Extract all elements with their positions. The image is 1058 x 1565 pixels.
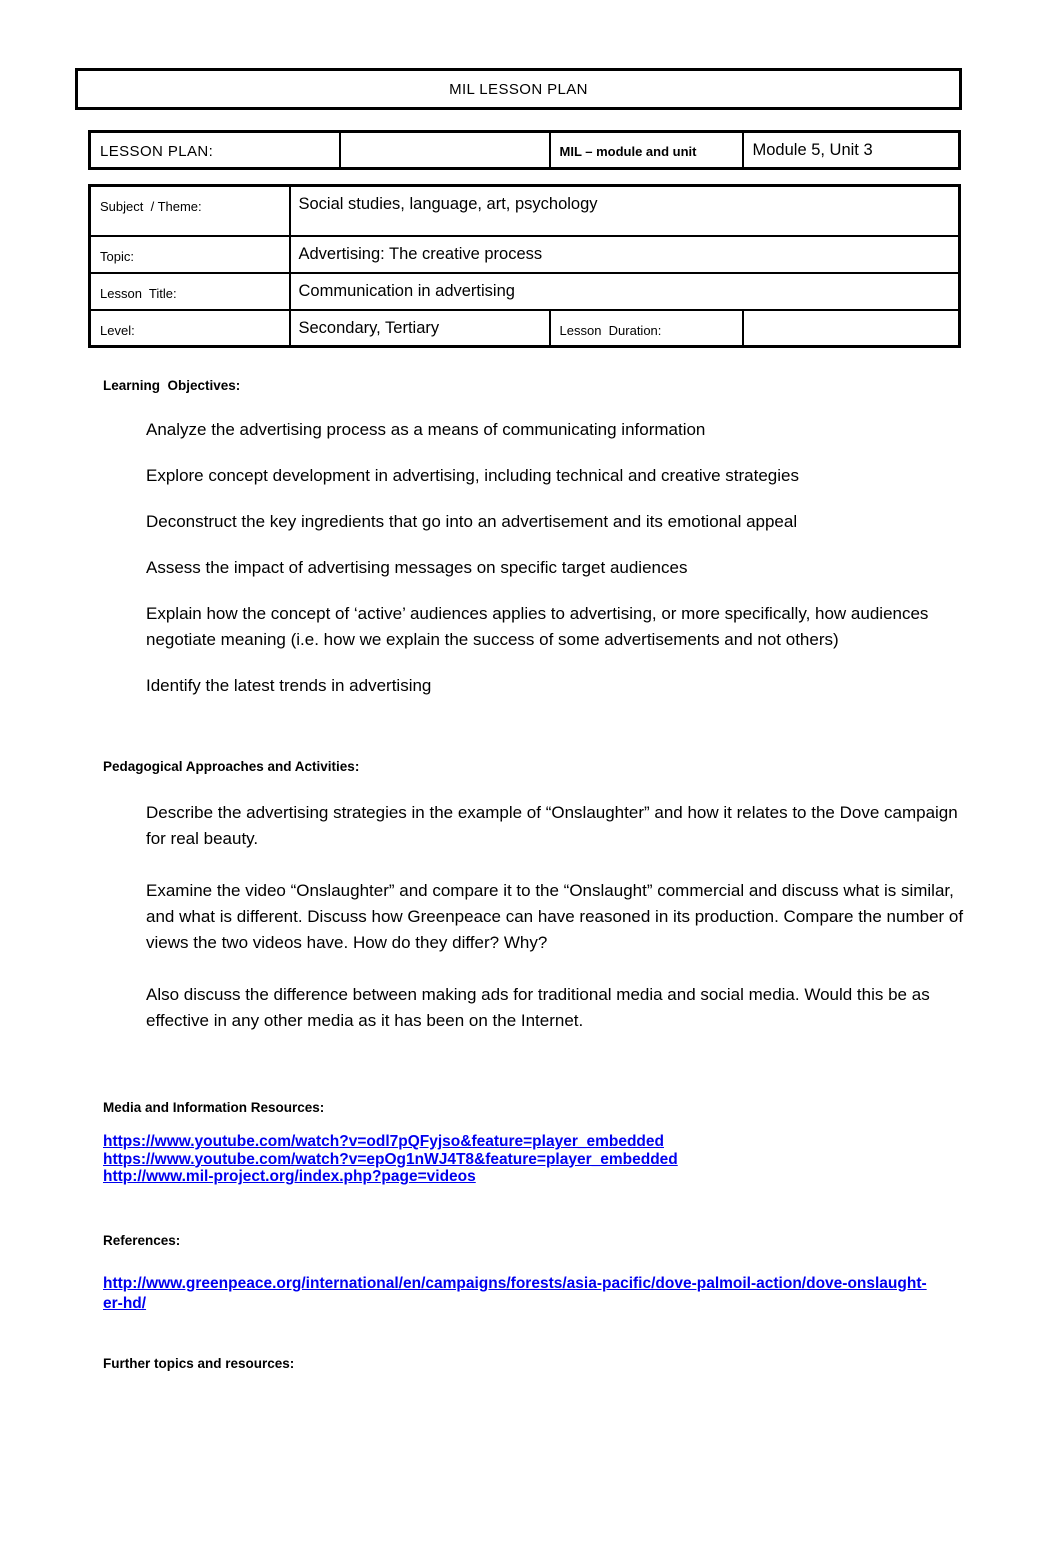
lesson-info-table	[88, 184, 961, 348]
lesson-title-label: Lesson Title:	[90, 273, 290, 310]
mil-module-unit-label: MIL – module and unit	[550, 132, 743, 169]
header-table	[88, 130, 961, 170]
table-row-lesson-title	[90, 273, 960, 310]
subject-theme-label: Subject / Theme:	[90, 186, 290, 236]
lesson-plan-value-cell	[340, 132, 550, 169]
pedagogical-paragraphs	[0, 800, 1058, 1034]
pedagogical-paragraph: Examine the video “Onslaughter” and compare it to the “Onslaught” commercial and discuss what is similar, and what is different. Discuss how Greenpeace can have reasoned in its production. Compare the number of views the two videos have. How do they differ? Why?	[146, 881, 964, 952]
subject-theme-value: Social studies, language, art, psychology	[290, 186, 960, 236]
lesson-plan-label: LESSON PLAN:	[90, 132, 340, 169]
header-table-row	[90, 132, 960, 169]
media-resources-links	[103, 1133, 1058, 1186]
page-title: MIL LESSON PLAN	[449, 80, 588, 98]
lesson-duration-label: Lesson Duration:	[550, 310, 743, 347]
learning-objectives-list	[0, 417, 1058, 699]
pedagogical-paragraph: Also discuss the difference between making ads for traditional media and social media. Would this be as effective in any other media as it has been on the Internet.	[146, 985, 930, 1030]
document-title-box	[75, 68, 962, 110]
mil-module-unit-value: Module 5, Unit 3	[743, 132, 960, 169]
objective-item: Explain how the concept of ‘active’ audiences applies to advertising, or more specifically, how audiences negotiate meaning (i.e. how we explain the success of some advertisements and not others)	[146, 604, 929, 649]
mil-project-link[interactable]: http://www.mil-project.org/index.php?page=videos	[103, 1168, 476, 1185]
objective-item: Assess the impact of advertising messages on specific target audiences	[146, 558, 688, 577]
pedagogical-paragraph: Describe the advertising strategies in the example of “Onslaughter” and how it relates to the Dove campaign for real beauty.	[146, 803, 958, 848]
lesson-title-value: Communication in advertising	[290, 273, 960, 310]
objective-item: Explore concept development in advertising, including technical and creative strategies	[146, 466, 799, 485]
topic-label: Topic:	[90, 236, 290, 273]
greenpeace-link[interactable]: http://www.greenpeace.org/international/en/campaigns/forests/asia-pacific/dove-palmoil-action/dove-onslaught-er-hd/	[103, 1274, 927, 1312]
topic-value: Advertising: The creative process	[290, 236, 960, 273]
objective-item: Analyze the advertising process as a means of communicating information	[146, 420, 706, 439]
table-row-subject	[90, 186, 960, 236]
lesson-duration-value	[743, 310, 960, 347]
table-row-topic	[90, 236, 960, 273]
lesson-plan-document	[0, 68, 1058, 1565]
level-label: Level:	[90, 310, 290, 347]
objective-item: Identify the latest trends in advertising	[146, 676, 432, 695]
references-links	[103, 1274, 941, 1314]
table-row-level	[90, 310, 960, 347]
further-topics-heading: Further topics and resources:	[103, 1355, 295, 1371]
level-value: Secondary, Tertiary	[290, 310, 550, 347]
youtube-link-1[interactable]: https://www.youtube.com/watch?v=odl7pQFyjso&feature=player_embedded	[103, 1133, 664, 1150]
objective-item: Deconstruct the key ingredients that go into an advertisement and its emotional appeal	[146, 512, 798, 531]
learning-objectives-heading: Learning Objectives:	[103, 378, 241, 393]
references-heading: References:	[103, 1232, 181, 1248]
pedagogical-heading: Pedagogical Approaches and Activities:	[103, 759, 360, 774]
youtube-link-2[interactable]: https://www.youtube.com/watch?v=epOg1nWJ4T8&feature=player_embedded	[103, 1150, 678, 1168]
media-resources-heading: Media and Information Resources:	[103, 1100, 325, 1115]
